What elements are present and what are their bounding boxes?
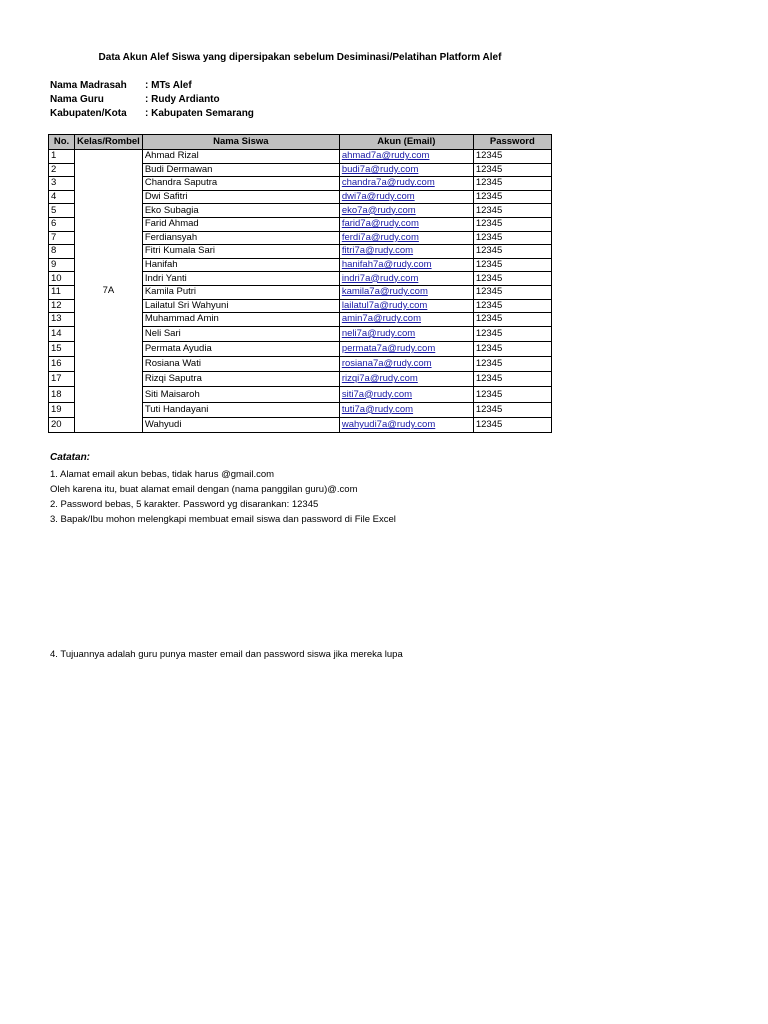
cell-password: 12345 [473,150,551,164]
cell-email[interactable]: farid7a@rudy.com [339,217,473,231]
cell-nama: Farid Ahmad [142,217,339,231]
info-label: Kabupaten/Kota [50,108,127,119]
cell-password: 12345 [473,258,551,272]
cell-nama: Ahmad Rizal [142,150,339,164]
cell-email[interactable]: chandra7a@rudy.com [339,177,473,191]
cell-nama: Rizqi Saputra [142,372,339,387]
info-madrasah [50,80,192,91]
cell-no: 1 [49,150,75,164]
cell-nama: Wahyudi [142,417,339,432]
cell-email[interactable]: ferdi7a@rudy.com [339,231,473,245]
note-line: 3. Bapak/Ibu mohon melengkapi membuat email siswa dan password di File Excel [50,514,396,525]
cell-nama: Permata Ayudia [142,341,339,356]
cell-nama: Dwi Safitri [142,190,339,204]
cell-password: 12345 [473,204,551,218]
cell-no: 18 [49,387,75,402]
info-label: Nama Guru [50,94,104,105]
cell-password: 12345 [473,245,551,259]
cell-no: 14 [49,326,75,341]
cell-nama: Fitri Kumala Sari [142,245,339,259]
cell-password: 12345 [473,231,551,245]
cell-password: 12345 [473,272,551,286]
cell-no: 19 [49,402,75,417]
info-kabupaten [50,108,254,119]
cell-email[interactable]: rosiana7a@rudy.com [339,357,473,372]
cell-email[interactable]: ahmad7a@rudy.com [339,150,473,164]
note-line: Oleh karena itu, buat alamat email dengan (nama panggilan guru)@.com [50,484,358,495]
info-label: Nama Madrasah [50,80,127,91]
cell-no: 20 [49,417,75,432]
cell-nama: Chandra Saputra [142,177,339,191]
cell-no: 15 [49,341,75,356]
cell-no: 7 [49,231,75,245]
cell-password: 12345 [473,285,551,299]
cell-no: 6 [49,217,75,231]
cell-email[interactable]: neli7a@rudy.com [339,326,473,341]
cell-password: 12345 [473,341,551,356]
cell-no: 10 [49,272,75,286]
cell-password: 12345 [473,357,551,372]
header-kelas: Kelas/Rombel [75,135,143,150]
info-value: : Kabupaten Semarang [145,108,254,119]
info-guru [50,94,220,105]
header-no: No. [49,135,75,150]
header-password: Password [473,135,551,150]
cell-nama: Kamila Putri [142,285,339,299]
cell-email[interactable]: lailatul7a@rudy.com [339,299,473,313]
header-email: Akun (Email) [339,135,473,150]
cell-nama: Budi Dermawan [142,163,339,177]
cell-no: 3 [49,177,75,191]
header-nama: Nama Siswa [142,135,339,150]
cell-email[interactable]: budi7a@rudy.com [339,163,473,177]
cell-password: 12345 [473,387,551,402]
cell-password: 12345 [473,417,551,432]
cell-no: 2 [49,163,75,177]
cell-password: 12345 [473,299,551,313]
cell-email[interactable]: wahyudi7a@rudy.com [339,417,473,432]
cell-email[interactable]: kamila7a@rudy.com [339,285,473,299]
cell-password: 12345 [473,217,551,231]
cell-email[interactable]: eko7a@rudy.com [339,204,473,218]
notes-section [50,452,396,527]
cell-nama: Indri Yanti [142,272,339,286]
note-line: 2. Password bebas, 5 karakter. Password yg disarankan: 12345 [50,499,319,510]
cell-email[interactable]: permata7a@rudy.com [339,341,473,356]
cell-password: 12345 [473,372,551,387]
cell-email[interactable]: amin7a@rudy.com [339,313,473,327]
cell-nama: Hanifah [142,258,339,272]
cell-email[interactable]: hanifah7a@rudy.com [339,258,473,272]
cell-no: 8 [49,245,75,259]
cell-kelas: 7A [75,150,143,433]
document-title: Data Akun Alef Siswa yang dipersipakan sebelum Desiminasi/Pelatihan Platform Alef [98,52,502,63]
cell-no: 16 [49,357,75,372]
cell-nama: Siti Maisaroh [142,387,339,402]
cell-no: 9 [49,258,75,272]
student-account-table [48,134,552,433]
cell-email[interactable]: fitri7a@rudy.com [339,245,473,259]
cell-nama: Tuti Handayani [142,402,339,417]
cell-no: 17 [49,372,75,387]
cell-nama: Muhammad Amin [142,313,339,327]
cell-password: 12345 [473,163,551,177]
cell-email[interactable]: siti7a@rudy.com [339,387,473,402]
cell-password: 12345 [473,402,551,417]
cell-nama: Neli Sari [142,326,339,341]
note-line-4: 4. Tujuannya adalah guru punya master email dan password siswa jika mereka lupa [50,649,403,660]
cell-password: 12345 [473,313,551,327]
cell-email[interactable]: dwi7a@rudy.com [339,190,473,204]
table-row [49,150,552,164]
table-body [49,150,552,433]
note-line: 1. Alamat email akun bebas, tidak harus @gmail.com [50,469,275,480]
cell-password: 12345 [473,190,551,204]
info-value: : MTs Alef [145,80,192,91]
cell-nama: Lailatul Sri Wahyuni [142,299,339,313]
cell-email[interactable]: tuti7a@rudy.com [339,402,473,417]
cell-no: 12 [49,299,75,313]
cell-email[interactable]: indri7a@rudy.com [339,272,473,286]
cell-no: 5 [49,204,75,218]
cell-no: 4 [49,190,75,204]
table-header-row [49,135,552,150]
cell-nama: Eko Subagia [142,204,339,218]
cell-password: 12345 [473,326,551,341]
cell-nama: Rosiana Wati [142,357,339,372]
info-value: : Rudy Ardianto [145,94,220,105]
cell-nama: Ferdiansyah [142,231,339,245]
cell-password: 12345 [473,177,551,191]
cell-no: 11 [49,285,75,299]
cell-email[interactable]: rizqi7a@rudy.com [339,372,473,387]
notes-title: Catatan: [50,452,91,463]
cell-no: 13 [49,313,75,327]
